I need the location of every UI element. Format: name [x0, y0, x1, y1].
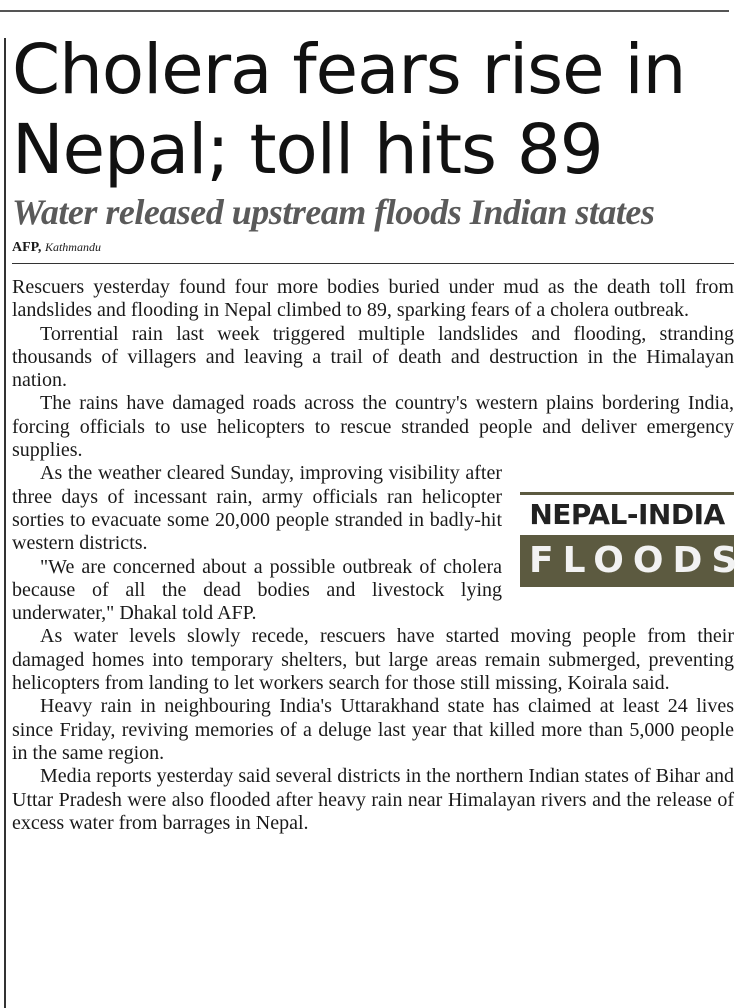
paragraph-5: "We are concerned about a possible outbreak of cholera because of all the dead bodies and livestock lying underwater," Dhakal told AFP. [12, 555, 502, 625]
paragraph-1: Rescuers yesterday found four more bodies buried under mud as the death toll from landslides and flooding in Nepal climbed to 89, sparking fears of a cholera outbreak. [12, 276, 734, 322]
paragraph-3: The rains have damaged roads across the country's western plains bordering India, forcing officials to use helicopters to rescue stranded people and deliver emergency supplies. [12, 392, 734, 462]
paragraph-6: As water levels slowly recede, rescuers have started moving people from their damaged homes into temporary shelters, but large areas remain submerged, preventing helicopters from landing to let workers search for those still missing, Koirala said. [12, 625, 734, 695]
headline-line-1: Cholera fears rise in [12, 30, 686, 110]
byline-place: Kathmandu [44, 240, 101, 254]
subheadline: Water released upstream floods Indian states [12, 192, 655, 232]
top-divider [0, 10, 729, 12]
paragraph-8: Media reports yesterday said several districts in the northern Indian states of Bihar and Uttar Pradesh were also flooded after heavy rain near Himalayan rivers and the release of excess water from barrages in Nepal. [12, 765, 734, 834]
section-label-box [520, 492, 747, 587]
article-body [12, 276, 747, 835]
headline-line-2: Nepal; toll hits 89 [12, 110, 603, 190]
byline [12, 238, 734, 264]
paragraph-4: As the weather cleared Sunday, improving visibility after three days of incessant rain, army officials ran helicopter sorties to evacuate some 20,000 people stranded in badly-hit western districts. [12, 462, 502, 555]
headline [12, 30, 734, 190]
byline-agency: AFP, [12, 240, 42, 255]
column-rule [4, 38, 6, 1008]
paragraph-2: Torrential rain last week triggered multiple landslides and flooding, stranding thousands of villagers and leaving a trail of death and destruction in the Himalayan nation. [12, 322, 734, 392]
paragraph-7: Heavy rain in neighbouring India's Uttarakhand state has claimed at least 24 lives since Friday, reviving memories of a deluge last year that killed more than 5,000 people in the same region. [12, 695, 734, 764]
section-label-nepal-india: NEPAL-INDIA [520, 492, 734, 533]
section-label-floods: FLOODS [520, 535, 734, 587]
news-article [12, 30, 747, 835]
